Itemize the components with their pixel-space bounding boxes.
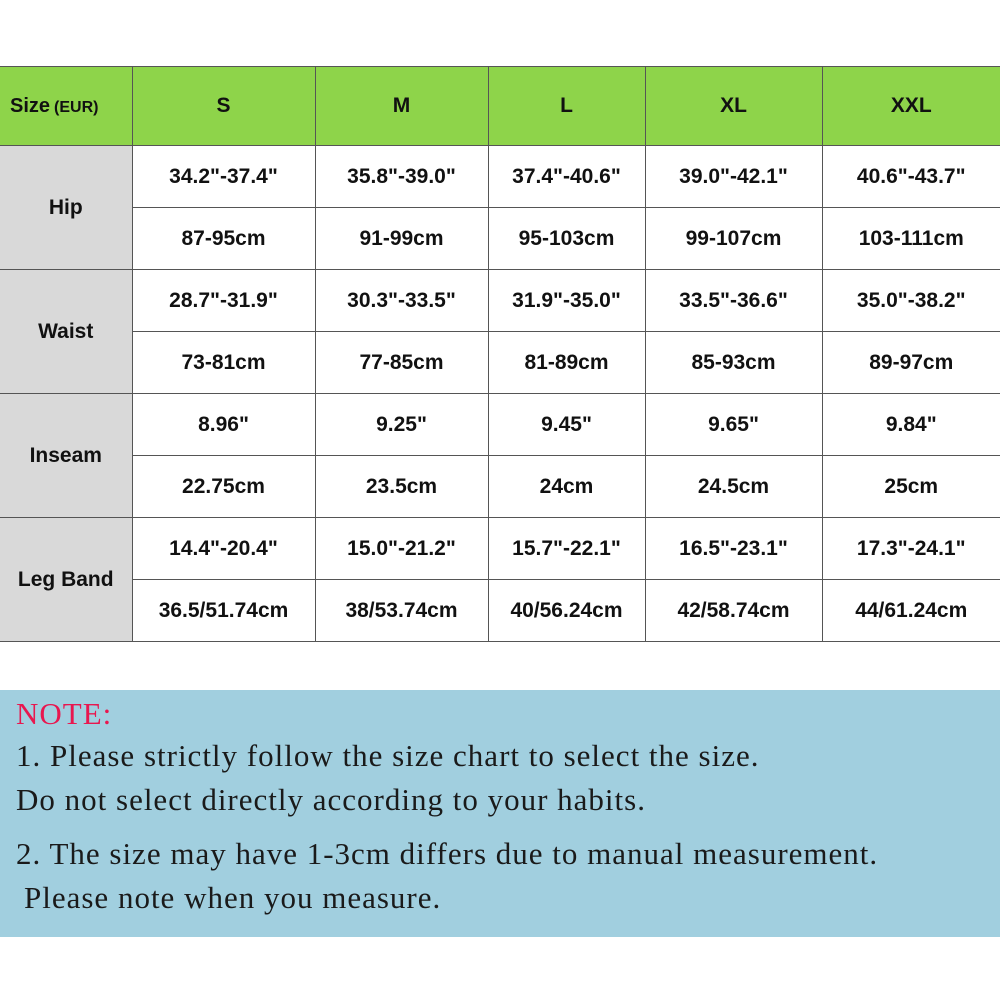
table-cell: 35.0"-38.2": [822, 270, 1000, 332]
table-cell: 30.3"-33.5": [315, 270, 488, 332]
table-cell: 81-89cm: [488, 332, 645, 394]
table-cell: 77-85cm: [315, 332, 488, 394]
table-cell: 39.0"-42.1": [645, 146, 822, 208]
table-row: [0, 394, 1000, 456]
table-cell: 35.8"-39.0": [315, 146, 488, 208]
table-cell: 87-95cm: [132, 208, 315, 270]
table-cell: 17.3"-24.1": [822, 518, 1000, 580]
table-cell: 8.96": [132, 394, 315, 456]
size-header-cell: [0, 67, 132, 146]
table-row: [0, 332, 1000, 394]
table-cell: 14.4"-20.4": [132, 518, 315, 580]
table-cell: 36.5/51.74cm: [132, 580, 315, 642]
table-cell: 37.4"-40.6": [488, 146, 645, 208]
size-column-header: M: [315, 67, 488, 146]
table-cell: 73-81cm: [132, 332, 315, 394]
table-cell: 22.75cm: [132, 456, 315, 518]
table-cell: 89-97cm: [822, 332, 1000, 394]
size-column-header: XXL: [822, 67, 1000, 146]
table-cell: 38/53.74cm: [315, 580, 488, 642]
table-cell: 99-107cm: [645, 208, 822, 270]
table-cell: 15.0"-21.2": [315, 518, 488, 580]
table-row: [0, 518, 1000, 580]
table-row: [0, 456, 1000, 518]
row-label-hip: Hip: [0, 146, 132, 270]
table-cell: 23.5cm: [315, 456, 488, 518]
note-line-4: Please note when you measure.: [24, 880, 442, 915]
size-column-header: XL: [645, 67, 822, 146]
table-cell: 9.25": [315, 394, 488, 456]
table-cell: 15.7"-22.1": [488, 518, 645, 580]
size-chart-table: [0, 66, 1000, 642]
note-line-3: 2. The size may have 1-3cm differs due to manual measurement.: [16, 836, 879, 871]
note-line-2: Do not select directly according to your habits.: [16, 782, 646, 817]
table-cell: 9.65": [645, 394, 822, 456]
size-column-header: S: [132, 67, 315, 146]
table-cell: 40/56.24cm: [488, 580, 645, 642]
table-cell: 9.84": [822, 394, 1000, 456]
note-title: NOTE:: [16, 696, 113, 731]
table-cell: 33.5"-36.6": [645, 270, 822, 332]
table-cell: 42/58.74cm: [645, 580, 822, 642]
table-cell: 95-103cm: [488, 208, 645, 270]
row-label-waist: Waist: [0, 270, 132, 394]
table-cell: 85-93cm: [645, 332, 822, 394]
table-cell: 34.2"-37.4": [132, 146, 315, 208]
size-column-header: L: [488, 67, 645, 146]
table-row: [0, 270, 1000, 332]
table-row: [0, 208, 1000, 270]
table-cell: 25cm: [822, 456, 1000, 518]
table-cell: 24.5cm: [645, 456, 822, 518]
size-unit: (EUR): [54, 98, 99, 116]
table-row: [0, 146, 1000, 208]
table-cell: 44/61.24cm: [822, 580, 1000, 642]
table-cell: 28.7"-31.9": [132, 270, 315, 332]
row-label-leg-band: Leg Band: [0, 518, 132, 642]
note-box: [0, 690, 1000, 937]
note-line-1: 1. Please strictly follow the size chart to select the size.: [16, 738, 760, 773]
table-cell: 40.6"-43.7": [822, 146, 1000, 208]
row-label-inseam: Inseam: [0, 394, 132, 518]
table-cell: 103-111cm: [822, 208, 1000, 270]
size-label: Size: [10, 94, 51, 117]
table-cell: 16.5"-23.1": [645, 518, 822, 580]
table-cell: 31.9"-35.0": [488, 270, 645, 332]
table-header-row: [0, 67, 1000, 146]
table-cell: 91-99cm: [315, 208, 488, 270]
table-row: [0, 580, 1000, 642]
table-cell: 9.45": [488, 394, 645, 456]
table-cell: 24cm: [488, 456, 645, 518]
